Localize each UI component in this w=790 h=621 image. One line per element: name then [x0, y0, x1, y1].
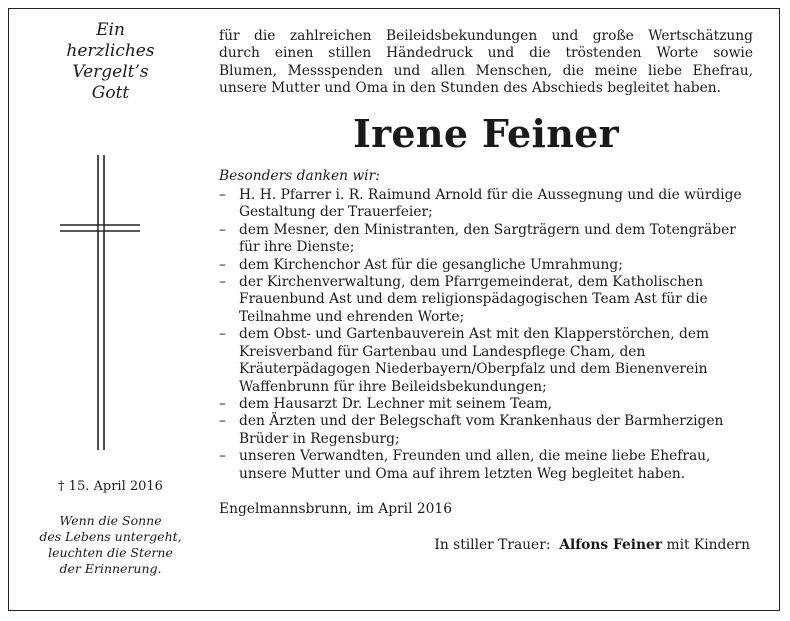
cross-icon	[60, 155, 140, 450]
motto-line: Gott	[91, 83, 130, 103]
signoff-name: Alfons Feiner	[559, 537, 663, 554]
list-item: – dem Obst- und Gartenbauverein Ast mit den Klapperstörchen, dem Kreisverband für Gartenbau und Landespflege Cham, den Kräuterpädagogen Niederbayern/Oberpfalz und dem Bienenverein Waffenbrunn für ihre Beileidsbekundungen;	[219, 326, 753, 396]
left-column	[18, 20, 203, 104]
poem-line: leuchten die Sterne	[48, 545, 173, 560]
list-item: – der Kirchenverwaltung, dem Pfarrgemeinderat, dem Katholischen Frauenbund Ast und dem religionspädagogischen Team Ast für die Teilnahme und ehrenden Worte;	[219, 274, 753, 326]
motto	[18, 20, 203, 104]
list-item: – den Ärzten und der Belegschaft vom Krankenhaus der Barmherzigen Brüder in Regensburg;	[219, 413, 753, 448]
poem-line: des Lebens untergeht,	[39, 529, 182, 544]
intro-line: für die zahlreichen Beileidsbekundungen und große Wertschätzung	[219, 28, 753, 44]
death-date: † 15. April 2016	[58, 479, 163, 494]
thanks-heading: Besonders danken wir:	[219, 167, 380, 184]
intro-line: unsere Mutter und Oma in den Stunden des Abschieds begleitet haben.	[219, 80, 722, 97]
thanks-list	[219, 187, 753, 483]
intro-line: Blumen, Messspenden und allen Menschen, die meine liebe Ehefrau,	[219, 62, 753, 79]
signoff-suffix: mit Kindern	[666, 537, 750, 554]
poem-line: Wenn die Sonne	[59, 513, 162, 528]
place-date: Engelmannsbrunn, im April 2016	[219, 500, 452, 517]
signoff	[219, 537, 753, 554]
list-item: – H. H. Pfarrer i. R. Raimund Arnold für die Aussegnung und die würdige Gestaltung der Trauerfeier;	[219, 187, 753, 222]
motto-line: Ein	[96, 20, 125, 40]
right-column	[219, 28, 753, 555]
list-item: – dem Kirchenchor Ast für die gesangliche Umrahmung;	[219, 257, 753, 274]
signoff-prefix: In stiller Trauer:	[434, 537, 551, 554]
motto-line: herzliches	[66, 41, 155, 61]
list-item: – unseren Verwandten, Freunden und allen, die meine liebe Ehefrau, unsere Mutter und Oma auf ihrem letzten Weg begleitet haben.	[219, 448, 753, 483]
intro-text	[219, 28, 753, 98]
poem	[18, 513, 203, 577]
deceased-name: Irene Feiner	[353, 110, 619, 156]
list-item: – dem Mesner, den Ministranten, den Sargträgern und dem Totengräber für ihre Dienste;	[219, 222, 753, 257]
intro-line: durch einen stillen Händedruck und die tröstenden Worte sowie	[219, 45, 753, 62]
motto-line: Vergelt’s	[72, 62, 149, 82]
poem-line: der Erinnerung.	[59, 561, 162, 576]
list-item: – dem Hausarzt Dr. Lechner mit seinem Team,	[219, 396, 753, 413]
